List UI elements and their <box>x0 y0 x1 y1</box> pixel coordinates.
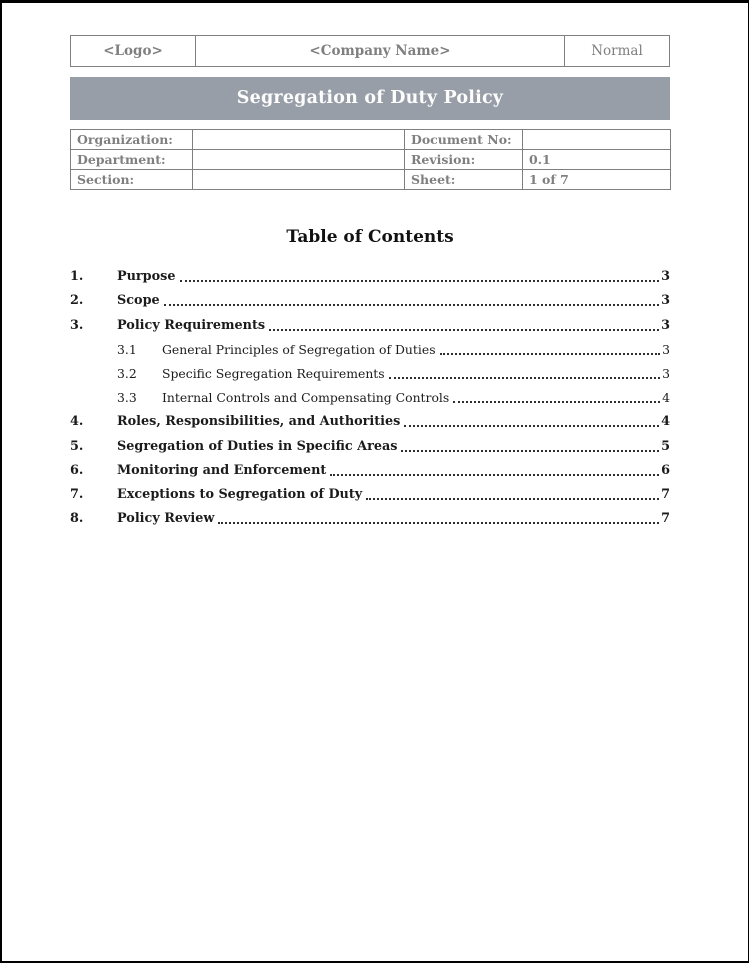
toc-entry-page: 7 <box>661 486 670 502</box>
toc-entry-page: 3 <box>661 293 670 309</box>
toc-leader-dots <box>366 498 659 500</box>
toc-entry-page: 4 <box>661 414 670 430</box>
toc-leader-dots <box>218 522 659 524</box>
table-of-contents <box>70 263 670 529</box>
toc-entry[interactable] <box>70 408 670 432</box>
toc-entry-page: 3 <box>661 317 670 333</box>
toc-entry-number: 8. <box>70 511 84 527</box>
page-content <box>2 3 748 529</box>
toc-entry-title: Roles, Responsibilities, and Authorities <box>117 414 401 430</box>
toc-entry-page: 6 <box>661 462 670 478</box>
toc-entry[interactable] <box>70 505 670 529</box>
meta-value <box>523 130 671 150</box>
toc-entry[interactable] <box>70 457 670 481</box>
toc-entry[interactable] <box>70 432 670 456</box>
meta-label: Document No: <box>405 130 523 150</box>
company-name-placeholder: <Company Name> <box>196 36 565 67</box>
toc-leader-dots <box>404 425 659 427</box>
toc-entry-title: Policy Requirements <box>117 317 266 333</box>
toc-entry-number: 5. <box>70 438 84 454</box>
toc-entry[interactable] <box>70 336 670 360</box>
meta-label: Department: <box>71 150 193 170</box>
meta-value: 1 of 7 <box>523 170 671 190</box>
toc-entry-page: 7 <box>661 511 670 527</box>
meta-table-row <box>71 130 671 150</box>
toc-entry[interactable] <box>70 384 670 408</box>
meta-table-body <box>71 130 671 190</box>
toc-entry[interactable] <box>70 360 670 384</box>
header-row <box>71 36 670 67</box>
toc-leader-dots <box>180 280 660 282</box>
toc-entry[interactable] <box>70 287 670 311</box>
toc-leader-dots <box>453 401 660 403</box>
meta-table-row <box>71 170 671 190</box>
meta-label: Revision: <box>405 150 523 170</box>
toc-entry-number: 7. <box>70 486 84 502</box>
toc-entry-number: 3.1 <box>117 341 137 357</box>
toc-entry-page: 3 <box>661 269 670 285</box>
toc-leader-dots <box>269 329 659 331</box>
meta-value <box>193 150 405 170</box>
toc-leader-dots <box>440 353 661 355</box>
toc-leader-dots <box>389 377 660 379</box>
toc-entry-number: 2. <box>70 293 84 309</box>
toc-entry-title: Purpose <box>117 269 176 285</box>
toc-entry[interactable] <box>70 481 670 505</box>
toc-heading: Table of Contents <box>286 227 454 247</box>
toc-entry-number: 3.2 <box>117 365 137 381</box>
classification-label: Normal <box>565 36 670 67</box>
meta-value <box>193 130 405 150</box>
document-title-banner: Segregation of Duty Policy <box>70 77 670 120</box>
meta-label: Section: <box>71 170 193 190</box>
toc-entry-number: 1. <box>70 269 84 285</box>
toc-entry-page: 3 <box>662 341 670 357</box>
toc-leader-dots <box>164 304 659 306</box>
toc-entry-number: 3.3 <box>117 390 137 406</box>
logo-placeholder: <Logo> <box>71 36 196 67</box>
toc-entry-title: Exceptions to Segregation of Duty <box>117 486 363 502</box>
meta-label: Organization: <box>71 130 193 150</box>
toc-entry-page: 3 <box>662 365 670 381</box>
toc-leader-dots <box>330 474 659 476</box>
document-meta-table <box>70 129 671 190</box>
toc-leader-dots <box>401 450 659 452</box>
meta-label: Sheet: <box>405 170 523 190</box>
meta-value: 0.1 <box>523 150 671 170</box>
toc-entry[interactable] <box>70 263 670 287</box>
toc-entry-number: 6. <box>70 462 84 478</box>
toc-entry-title: Segregation of Duties in Specific Areas <box>117 438 398 454</box>
toc-entry-title: Internal Controls and Compensating Controls <box>162 390 450 406</box>
toc-entry-title: Scope <box>117 293 160 309</box>
toc-entry-page: 4 <box>662 390 670 406</box>
toc-entry-number: 4. <box>70 414 84 430</box>
toc-entry-number: 3. <box>70 317 84 333</box>
meta-value <box>193 170 405 190</box>
toc-entry[interactable] <box>70 311 670 335</box>
toc-entry-title: Specific Segregation Requirements <box>162 365 385 381</box>
header-table <box>70 35 670 67</box>
toc-entry-title: Monitoring and Enforcement <box>117 462 327 478</box>
toc-entry-title: Policy Review <box>117 511 215 527</box>
toc-entry-page: 5 <box>661 438 670 454</box>
meta-table-row <box>71 150 671 170</box>
toc-entry-title: General Principles of Segregation of Duties <box>162 341 436 357</box>
